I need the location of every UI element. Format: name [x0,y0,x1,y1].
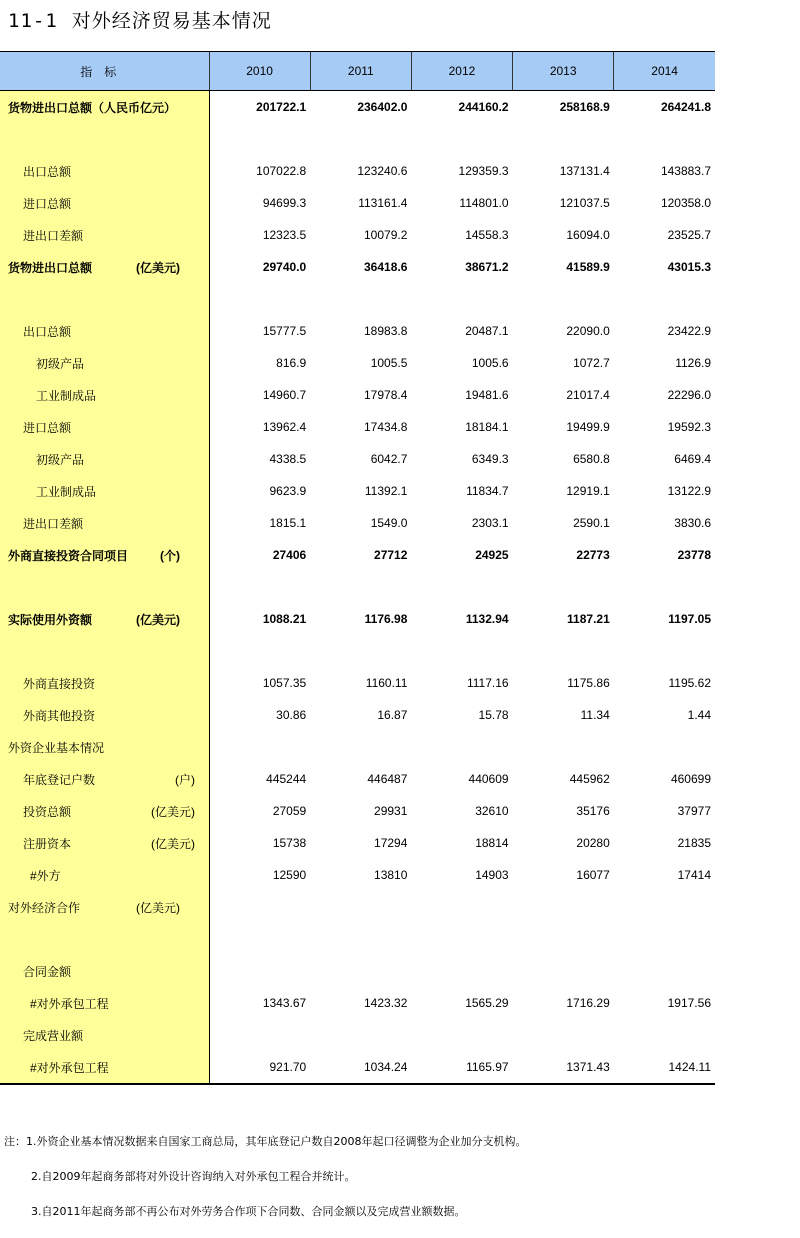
value-cell: 120358.0 [660,196,711,210]
row-label: #对外承包工程 [30,996,109,1011]
table-row [0,795,715,827]
value-cell [513,1019,614,1051]
value-cell [513,731,614,763]
table-row [0,891,715,923]
value-cell: 1195.62 [668,676,711,690]
value-cell [513,123,614,155]
table-row [0,155,715,187]
value-cell: 3830.6 [674,516,711,530]
value-cell: 236402.0 [357,100,408,114]
value-cell: 17434.8 [364,420,408,434]
value-cell: 137131.4 [559,164,610,178]
row-label: 对外经济合作 [8,900,81,915]
row-label-cell [0,507,209,539]
value-cell: 30.86 [276,708,307,722]
value-cell: 37977 [677,804,711,818]
value-cell: 19499.9 [566,420,610,434]
row-label-cell [0,315,209,347]
row-label: 实际使用外资额 [8,612,93,627]
row-label: 进口总额 [23,196,72,211]
value-cell [614,635,715,667]
row-label: 进出口差额 [23,516,84,531]
value-cell [209,635,310,667]
row-label: 货物进出口总额 [8,260,93,275]
value-cell: 22090.0 [566,324,610,338]
value-cell [209,923,310,955]
table-row [0,955,715,987]
value-cell [209,955,310,987]
row-unit: (亿美元) [136,612,180,627]
value-cell: 258168.9 [559,100,610,114]
value-cell: 43015.3 [667,260,711,274]
value-cell: 23778 [677,548,711,562]
header-year: 2010 [209,52,310,91]
row-label-cell [0,539,209,571]
table-row [0,123,715,155]
value-cell [310,923,411,955]
row-label-cell [0,699,209,731]
row-label: 投资总额 [23,804,72,819]
value-cell [614,123,715,155]
row-label: 注册资本 [23,836,72,851]
value-cell: 36418.6 [364,260,408,274]
table-row [0,91,715,124]
value-cell: 32610 [475,804,509,818]
value-cell: 18983.8 [364,324,408,338]
value-cell: 22773 [576,548,610,562]
value-cell: 2303.1 [471,516,509,530]
value-cell: 114801.0 [459,196,509,210]
value-cell [411,955,512,987]
footnote: 3.自2011年起商务部不再公布对外劳务合作项下合同数、合同金额以及完成营业额数据。 [31,1205,466,1218]
row-label: 出口总额 [23,164,72,179]
value-cell [411,731,512,763]
value-cell: 1565.29 [465,996,509,1010]
value-cell: 1423.32 [364,996,408,1010]
row-unit: (亿美元) [151,804,195,819]
table-row [0,699,715,731]
value-cell [614,923,715,955]
row-label-cell [0,827,209,859]
row-label-cell [0,411,209,443]
row-label: 初级产品 [36,356,85,371]
header-indicator: 指标 [0,52,209,91]
value-cell [310,635,411,667]
value-cell: 201722.1 [256,100,307,114]
value-cell: 17978.4 [364,388,408,402]
value-cell: 16077 [576,868,610,882]
value-cell [310,123,411,155]
value-cell: 816.9 [276,356,307,370]
value-cell [411,891,512,923]
value-cell: 6042.7 [370,452,408,466]
value-cell [513,635,614,667]
value-cell: 11.34 [580,708,610,722]
value-cell: 1187.21 [567,612,610,626]
row-unit: (亿美元) [136,260,180,275]
value-cell: 1126.9 [675,356,711,370]
value-cell: 1197.05 [668,612,711,626]
value-cell: 4338.5 [269,452,307,466]
value-cell: 1132.94 [465,612,509,626]
row-label-cell [0,219,209,251]
value-cell [614,955,715,987]
table-row [0,187,715,219]
value-cell: 12323.5 [262,228,307,242]
row-label: 外商直接投资合同项目 [8,548,129,563]
value-cell: 129359.3 [458,164,509,178]
value-cell: 1088.21 [262,612,307,626]
value-cell: 9623.9 [269,484,307,498]
header-year: 2011 [310,52,411,91]
value-cell: 1176.98 [364,612,408,626]
value-cell [513,955,614,987]
value-cell [513,283,614,315]
value-cell: 107022.8 [256,164,307,178]
value-cell: 1160.11 [365,676,408,690]
table-row [0,475,715,507]
value-cell: 121037.5 [559,196,610,210]
value-cell: 6580.8 [573,452,610,466]
value-cell: 17294 [374,836,408,850]
row-label: 进口总额 [23,420,72,435]
row-label-cell [0,155,209,187]
value-cell: 460699 [670,772,711,786]
row-label-cell [0,635,209,667]
value-cell: 13810 [374,868,408,882]
row-label: 进出口差额 [23,228,84,243]
value-cell: 1117.16 [466,676,509,690]
table-row [0,443,715,475]
value-cell [513,571,614,603]
table-row [0,251,715,283]
table-row [0,827,715,859]
value-cell: 19592.3 [667,420,711,434]
value-cell: 15777.5 [262,324,307,338]
row-label-cell [0,123,209,155]
value-cell: 1343.67 [262,996,307,1010]
value-cell: 143883.7 [660,164,711,178]
value-cell: 16.87 [377,708,408,722]
value-cell: 35176 [576,804,610,818]
value-cell [411,571,512,603]
value-cell: 10079.2 [364,228,408,242]
row-label-cell [0,731,209,763]
row-label-cell [0,475,209,507]
value-cell: 12590 [272,868,307,882]
value-cell: 15.78 [478,708,509,722]
value-cell: 445244 [266,772,307,786]
row-label: #对外承包工程 [30,1060,109,1075]
table-row [0,987,715,1019]
value-cell: 41589.9 [566,260,610,274]
value-cell [411,923,512,955]
table-row [0,283,715,315]
value-cell: 6469.4 [674,452,711,466]
table-row [0,571,715,603]
footnotes [4,1133,527,1238]
table-row [0,667,715,699]
row-label: 年底登记户数 [23,772,96,787]
row-label-cell [0,923,209,955]
table-row [0,731,715,763]
value-cell: 14558.3 [465,228,509,242]
table-row [0,219,715,251]
table-row [0,763,715,795]
value-cell: 264241.8 [660,100,711,114]
value-cell: 1.44 [687,708,711,722]
row-label: 工业制成品 [36,388,97,403]
value-cell: 1175.86 [567,676,610,690]
row-label-cell [0,443,209,475]
value-cell [411,123,512,155]
table-title: 对外经济贸易基本情况 [71,10,272,32]
row-unit: (亿美元) [151,836,195,851]
table-row [0,379,715,411]
value-cell [310,283,411,315]
header-year: 2014 [614,52,715,91]
table-row [0,859,715,891]
value-cell: 123240.6 [357,164,408,178]
value-cell: 440609 [468,772,509,786]
row-label-cell [0,91,209,124]
value-cell [310,955,411,987]
value-cell [209,123,310,155]
value-cell: 19481.6 [465,388,509,402]
value-cell [310,731,411,763]
value-cell: 20280 [576,836,610,850]
value-cell [614,571,715,603]
row-label: 外商其他投资 [23,708,96,723]
row-label-cell [0,187,209,219]
row-label-cell [0,603,209,635]
table-row [0,539,715,571]
value-cell: 29740.0 [262,260,307,274]
row-label-cell [0,347,209,379]
value-cell: 1072.7 [573,356,610,370]
row-label-cell [0,987,209,1019]
footnote: 注：1.外资企业基本情况数据来自国家工商总局，其年底登记户数自2008年起口径调整为企业加分支机构。 [4,1135,527,1148]
row-label: 初级产品 [36,452,85,467]
value-cell [411,283,512,315]
table-row [0,923,715,955]
row-label: 货物进出口总额（人民币亿元） [8,100,177,115]
page-title [8,6,272,33]
row-label: 工业制成品 [36,484,97,499]
row-unit: (个) [160,548,180,563]
value-cell [614,891,715,923]
value-cell: 17414 [677,868,711,882]
value-cell [209,283,310,315]
value-cell: 23422.9 [667,324,711,338]
row-label-cell [0,955,209,987]
value-cell: 94699.3 [262,196,307,210]
row-label-cell [0,283,209,315]
row-label-cell [0,763,209,795]
row-unit: (户) [175,772,195,787]
value-cell: 1005.6 [471,356,509,370]
value-cell: 11834.7 [466,484,509,498]
value-cell: 38671.2 [465,260,509,274]
value-cell: 13122.9 [667,484,711,498]
row-label: 合同金额 [23,964,72,979]
value-cell: 21835 [677,836,711,850]
value-cell [411,1019,512,1051]
value-cell: 18184.1 [465,420,509,434]
table-row [0,635,715,667]
table-row [0,1051,715,1084]
value-cell: 27059 [272,804,307,818]
value-cell: 1371.43 [513,1051,614,1084]
value-cell: 18814 [475,836,509,850]
value-cell: 1716.29 [566,996,610,1010]
row-label-cell [0,1051,209,1084]
row-label: #外方 [30,868,61,883]
table-row [0,1019,715,1051]
value-cell [209,571,310,603]
value-cell: 1057.35 [262,676,307,690]
value-cell [310,891,411,923]
value-cell [513,923,614,955]
value-cell [614,731,715,763]
value-cell: 14960.7 [262,388,307,402]
statistics-table [0,51,715,1085]
row-label: 外商直接投资 [23,676,96,691]
value-cell [513,891,614,923]
value-cell: 22296.0 [667,388,711,402]
table-row [0,347,715,379]
table-number: 11-1 [8,10,58,32]
value-cell: 113161.4 [358,196,408,210]
value-cell: 1815.1 [269,516,307,530]
row-label-cell [0,891,209,923]
value-cell: 1917.56 [667,996,711,1010]
value-cell: 29931 [374,804,408,818]
value-cell: 2590.1 [573,516,610,530]
value-cell: 15738 [272,836,307,850]
row-label: 出口总额 [23,324,72,339]
value-cell: 27406 [272,548,307,562]
row-label-cell [0,571,209,603]
value-cell: 244160.2 [458,100,509,114]
value-cell [310,571,411,603]
value-cell: 13962.4 [262,420,307,434]
value-cell [411,635,512,667]
value-cell: 27712 [374,548,408,562]
value-cell: 11392.1 [364,484,408,498]
row-label: 完成营业额 [23,1028,84,1043]
value-cell: 14903 [475,868,509,882]
header-year: 2012 [411,52,512,91]
value-cell [614,283,715,315]
header-year: 2013 [513,52,614,91]
value-cell: 1549.0 [370,516,408,530]
value-cell: 1005.5 [370,356,408,370]
value-cell: 1165.97 [411,1051,512,1084]
table-row [0,507,715,539]
value-cell [614,1019,715,1051]
header-row [0,52,715,91]
value-cell [209,731,310,763]
row-label-cell [0,379,209,411]
footnote: 2.自2009年起商务部将对外设计咨询纳入对外承包工程合并统计。 [31,1170,356,1183]
row-label: 外资企业基本情况 [8,740,105,755]
value-cell: 6349.3 [471,452,509,466]
value-cell: 21017.4 [566,388,610,402]
value-cell [209,1019,310,1051]
value-cell: 20487.1 [465,324,509,338]
value-cell [209,891,310,923]
table-row [0,411,715,443]
value-cell: 23525.7 [667,228,711,242]
value-cell [310,1019,411,1051]
table-row [0,315,715,347]
row-label-cell [0,859,209,891]
row-label-cell [0,667,209,699]
value-cell: 1424.11 [614,1051,715,1084]
value-cell: 1034.24 [310,1051,411,1084]
value-cell: 12919.1 [566,484,610,498]
row-label-cell [0,251,209,283]
value-cell: 24925 [475,548,509,562]
value-cell: 921.70 [209,1051,310,1084]
table-row [0,603,715,635]
value-cell: 16094.0 [566,228,610,242]
row-label-cell [0,1019,209,1051]
value-cell: 446487 [367,772,408,786]
value-cell: 445962 [569,772,610,786]
row-label-cell [0,795,209,827]
row-unit: (亿美元) [136,900,180,915]
